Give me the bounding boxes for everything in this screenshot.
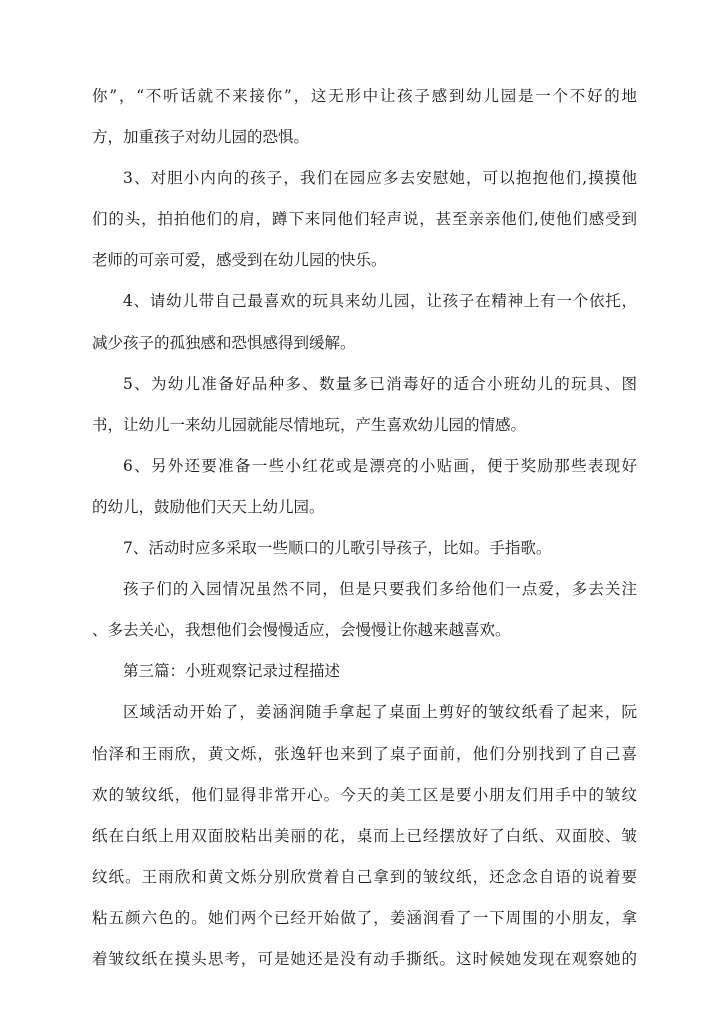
document-body bbox=[92, 76, 637, 980]
text-line: 7、活动时应多采取一些顺口的儿歌引导孩子，比如。手指歌。 bbox=[123, 539, 552, 558]
text-line: 你”，“不听话就不来接你”，这无形中让孩子感到幼儿园是一个不好的地 bbox=[92, 87, 637, 105]
text-line: 欢的皱纹纸，他们显得非常开心。今天的美工区是要小朋友们用手中的皱纹 bbox=[92, 785, 637, 804]
text-line: 、多去关心，我想他们会慢慢适应，会慢慢让你越来越喜欢。 bbox=[92, 621, 511, 640]
text-line: 减少孩子的孤独感和恐惧感得到缓解。 bbox=[92, 333, 356, 352]
text-line: 5、为幼儿准备好品种多、数量多已消毒好的适合小班幼儿的玩具、图 bbox=[123, 374, 637, 393]
text-line: 书，让幼儿一来幼儿园就能尽情地玩，产生喜欢幼儿园的情感。 bbox=[92, 415, 527, 434]
text-line: 方，加重孩子对幼儿园的恐惧。 bbox=[92, 128, 310, 147]
text-line: 区域活动开始了，姜涵润随手拿起了桌面上剪好的皱纹纸看了起来，阮 bbox=[123, 703, 637, 722]
text-line: 们的头，拍拍他们的肩，蹲下来同他们轻声说，甚至亲亲他们,使他们感受到 bbox=[92, 210, 637, 229]
section-heading: 第三篇：小班观察记录过程描述 bbox=[123, 662, 341, 681]
text-line: 老师的可亲可爱，感受到在幼儿园的快乐。 bbox=[92, 251, 387, 270]
text-line: 6、另外还要准备一些小红花或是漂亮的小贴画，便于奖励那些表现好 bbox=[123, 456, 637, 475]
text-line: 4、请幼儿带自己最喜欢的玩具来幼儿园，让孩子在精神上有一个依托， bbox=[123, 292, 637, 311]
text-line: 粘五颜六色的。她们两个已经开始做了，姜涵润看了一下周围的小朋友，拿 bbox=[92, 908, 637, 927]
text-line: 怡泽和王雨欣，黄文烁，张逸轩也来到了桌子面前，他们分别找到了自己喜 bbox=[92, 744, 637, 763]
text-line: 纸在白纸上用双面胶粘出美丽的花，桌而上已经摆放好了白纸、双面胶、皱 bbox=[92, 826, 637, 845]
text-line: 着皱纹纸在摸头思考，可是她还是没有动手撕纸。这时候她发现在观察她的 bbox=[92, 949, 637, 968]
text-line: 3、对胆小内向的孩子，我们在园应多去安慰她，可以抱抱他们,摸摸他 bbox=[123, 169, 637, 188]
text-line: 的幼儿，鼓励他们天天上幼儿园。 bbox=[92, 497, 325, 516]
text-line: 孩子们的入园情况虽然不同，但是只要我们多给他们一点爱，多去关注 bbox=[123, 580, 637, 599]
text-line: 纹纸。王雨欣和黄文烁分别欣赏着自己拿到的皱纹纸，还念念自语的说着要 bbox=[92, 867, 637, 886]
